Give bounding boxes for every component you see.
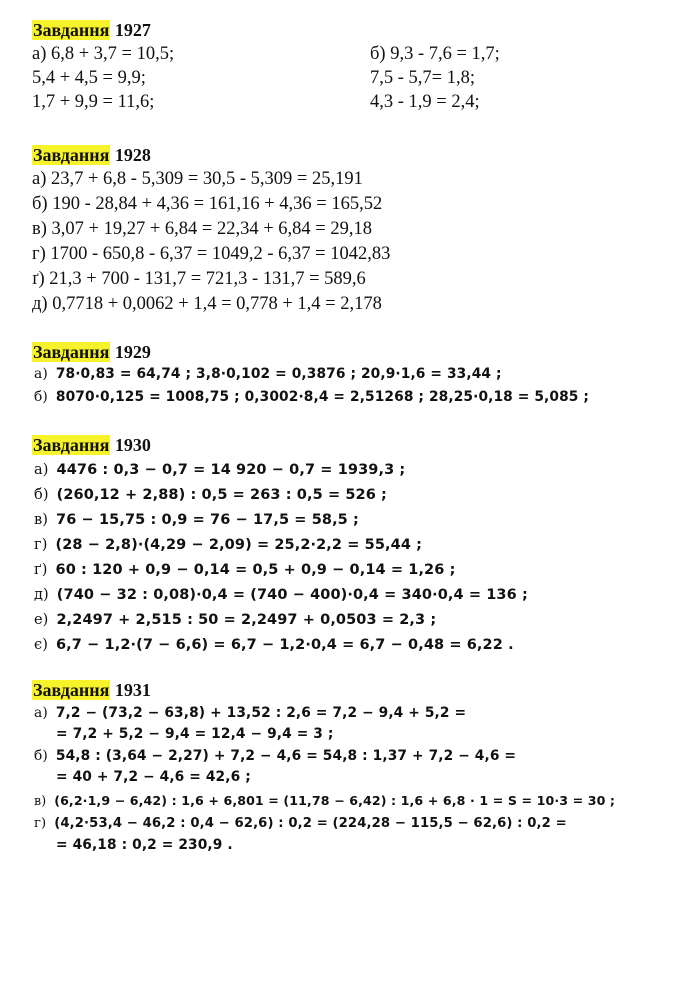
task-1928-line: ґ) 21,3 + 700 - 131,7 = 721,3 - 131,7 = 589,6 xyxy=(32,269,366,289)
task-1930-line xyxy=(34,484,387,506)
item-label: є) xyxy=(34,637,48,653)
task-1931-line xyxy=(34,702,466,724)
task-number: 1929 xyxy=(114,342,151,362)
item-text: (260,12 + 2,88) : 0,5 = 263 : 0,5 = 526 ; xyxy=(56,487,387,503)
item-label: б) xyxy=(34,389,48,405)
task-title-1931 xyxy=(32,679,151,701)
item-label: а) xyxy=(34,705,48,721)
task-title-1927 xyxy=(32,19,151,41)
task-title-1930 xyxy=(32,434,151,456)
item-text: (6,2·1,9 − 6,42) : 1,6 + 6,801 = (11,78 − 6,42) : 1,6 + 6,8 · 1 = S = 10·3 = 30 ; xyxy=(54,793,616,808)
task-1929-line xyxy=(34,363,502,385)
item-text: (28 − 2,8)·(4,29 − 2,09) = 25,2·2,2 = 55,44 ; xyxy=(55,537,423,553)
task-number: 1927 xyxy=(114,20,151,40)
task-title-1929 xyxy=(32,341,151,363)
item-text: 2,2497 + 2,515 : 50 = 2,2497 + 0,0503 = 2,3 ; xyxy=(56,612,437,628)
item-text: 4476 : 0,3 − 0,7 = 14 920 − 0,7 = 1939,3 ; xyxy=(56,462,406,478)
task-1930-line xyxy=(34,584,528,606)
item-text: 54,8 : (3,64 − 2,27) + 7,2 − 4,6 = 54,8 : 1,37 + 7,2 − 4,6 = xyxy=(55,748,517,764)
item-text: 78·0,83 = 64,74 ; 3,8·0,102 = 0,3876 ; 20,9·1,6 = 33,44 ; xyxy=(55,366,502,382)
item-text: (740 − 32 : 0,08)·0,4 = (740 − 400)·0,4 = 340·0,4 = 136 ; xyxy=(56,587,528,603)
item-label: г) xyxy=(34,537,48,553)
item-label: б) xyxy=(34,748,48,764)
task-word: Завдання xyxy=(33,342,110,362)
item-text: 76 − 15,75 : 0,9 = 76 − 17,5 = 58,5 ; xyxy=(56,512,359,528)
item-text: (4,2·53,4 − 46,2 : 0,4 − 62,6) : 0,2 = (224,28 − 115,5 − 62,6) : 0,2 = xyxy=(54,816,567,831)
task-1931-line xyxy=(56,723,334,745)
item-label: в) xyxy=(34,793,47,808)
task-1927-line: б) 9,3 - 7,6 = 1,7; xyxy=(370,44,500,64)
task-1931-line xyxy=(56,766,251,788)
item-text: = 40 + 7,2 − 4,6 = 42,6 ; xyxy=(56,769,251,785)
task-1930-line xyxy=(34,509,359,531)
task-1931-line xyxy=(34,745,516,767)
item-label: в) xyxy=(34,512,49,528)
task-word: Завдання xyxy=(33,680,110,700)
task-1927-line: а) 6,8 + 3,7 = 10,5; xyxy=(32,44,175,64)
task-1928-line: а) 23,7 + 6,8 - 5,309 = 30,5 - 5,309 = 25,191 xyxy=(32,169,363,189)
task-1930-line xyxy=(34,534,422,556)
item-text: 7,2 − (73,2 − 63,8) + 13,52 : 2,6 = 7,2 − 9,4 + 5,2 = xyxy=(55,705,467,721)
item-text: 6,7 − 1,2·(7 − 6,6) = 6,7 − 1,2·0,4 = 6,7 − 0,48 = 6,22 . xyxy=(55,637,514,653)
task-word: Завдання xyxy=(33,145,110,165)
item-label: а) xyxy=(34,462,49,478)
task-1928-line: б) 190 - 28,84 + 4,36 = 161,16 + 4,36 = 165,52 xyxy=(32,194,383,214)
task-1927-line: 5,4 + 4,5 = 9,9; xyxy=(32,68,146,88)
item-text: = 46,18 : 0,2 = 230,9 . xyxy=(56,837,233,853)
item-text: 60 : 120 + 0,9 − 0,14 = 0,5 + 0,9 − 0,14 = 1,26 ; xyxy=(55,562,456,578)
item-label: ґ) xyxy=(34,562,48,578)
task-number: 1930 xyxy=(114,435,151,455)
item-label: г) xyxy=(34,816,47,831)
item-label: е) xyxy=(34,612,49,628)
task-1927-line: 1,7 + 9,9 = 11,6; xyxy=(32,92,155,112)
task-1929-line xyxy=(34,386,589,408)
item-text: 8070·0,125 = 1008,75 ; 0,3002·8,4 = 2,51268 ; 28,25·0,18 = 5,085 ; xyxy=(55,389,590,405)
task-1930-line xyxy=(34,634,514,656)
task-number: 1928 xyxy=(114,145,151,165)
task-1927-line: 4,3 - 1,9 = 2,4; xyxy=(370,92,480,112)
task-1931-line xyxy=(34,790,615,812)
task-1927-line: 7,5 - 5,7= 1,8; xyxy=(370,68,475,88)
item-label: б) xyxy=(34,487,49,503)
item-text: = 7,2 + 5,2 − 9,4 = 12,4 − 9,4 = 3 ; xyxy=(56,726,334,742)
task-1928-line: г) 1700 - 650,8 - 6,37 = 1049,2 - 6,37 = 1042,83 xyxy=(32,244,391,264)
task-1928-line: д) 0,7718 + 0,0062 + 1,4 = 0,778 + 1,4 = 2,178 xyxy=(32,294,382,314)
task-1928-line: в) 3,07 + 19,27 + 6,84 = 22,34 + 6,84 = 29,18 xyxy=(32,219,372,239)
task-1930-line xyxy=(34,609,436,631)
task-1930-line xyxy=(34,459,405,481)
task-1931-line xyxy=(34,813,567,835)
task-word: Завдання xyxy=(33,435,110,455)
task-1931-line xyxy=(56,834,233,856)
task-1930-line xyxy=(34,559,455,581)
task-word: Завдання xyxy=(33,20,110,40)
item-label: д) xyxy=(34,587,49,603)
task-title-1928 xyxy=(32,144,151,166)
item-label: а) xyxy=(34,366,48,382)
task-number: 1931 xyxy=(114,680,151,700)
